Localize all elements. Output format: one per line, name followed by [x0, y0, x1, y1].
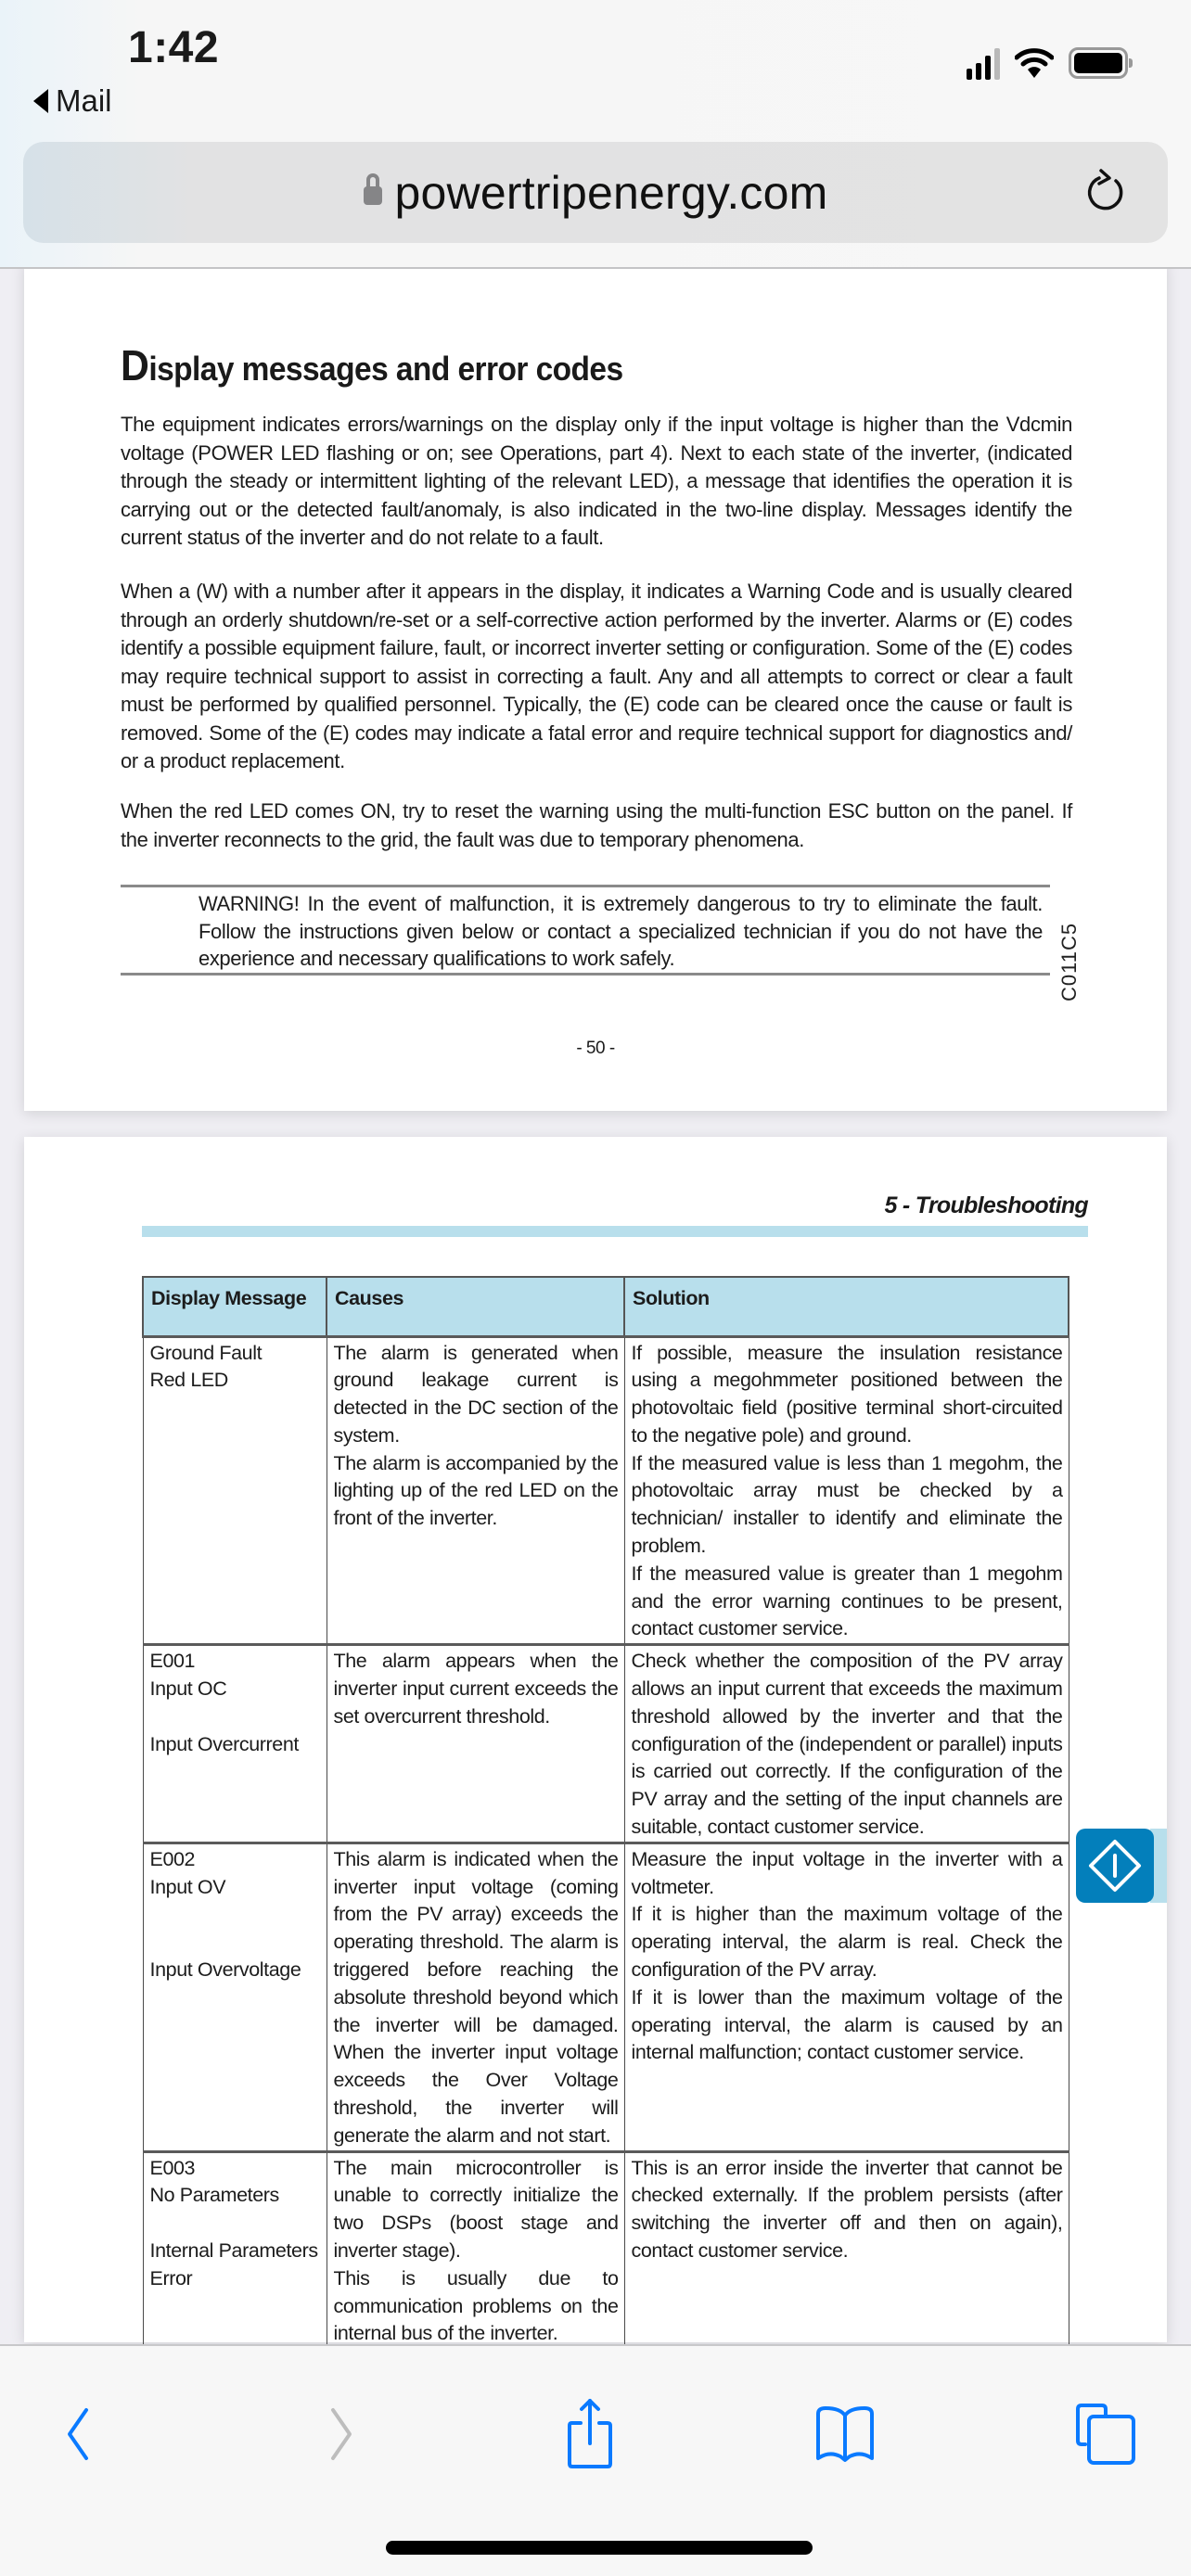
cell-causes-line: The alarm is accompanied by the lighting up of the red LED on the front of the inverter. [333, 1451, 619, 1530]
cell-display-message-line: No Parameters [149, 2184, 279, 2207]
cell-causes [327, 1336, 624, 1645]
cell-solution-line: This is an error inside the inverter that cannot be checked externally. If the problem persists (after switching the inverter off and then on again), contact customer service. [631, 2156, 1063, 2262]
cell-solution-line: If the measured value is less than 1 megohm, the photovoltaic array must be checked by a technician/ installer to identify and eliminate the problem. [631, 1451, 1063, 1558]
table-row [143, 1843, 1069, 2151]
cell-solution-line: If it is lower than the maximum voltage of the operating interval, the alarm is caused by an internal malfunction; contact customer service. [631, 1985, 1063, 2064]
table-row [143, 1645, 1069, 1843]
header-display-message: Display Message [143, 1277, 327, 1336]
share-button[interactable] [548, 2392, 632, 2476]
cell-display-message-line: Input Overvoltage [149, 1958, 301, 1982]
power-badge-button[interactable] [1076, 1829, 1154, 1903]
address-bar[interactable] [23, 142, 1168, 243]
warning-box [121, 885, 1050, 976]
pdf-page-50 [24, 260, 1167, 1111]
cell-display-message-line: Ground Fault [149, 1341, 263, 1364]
browser-header [0, 0, 1191, 269]
cell-display-message-line [150, 1703, 321, 1731]
cell-display-message [143, 1336, 327, 1645]
back-triangle-icon [33, 89, 48, 113]
paragraph-intro: The equipment indicates errors/warnings on the display only if the input voltage is higher than the Vdcmin voltage (POWER LED flashing or on; see Operations, part 4). Next to each state of the inverter, (indicated through the steady or intermittent lighting of the relevant LED), a message that identifies the operation it is carrying out or the detected fault/anomaly, is also indicated in the two-line display. Messages identify the current status of the inverter and do not relate to a fault. [121, 413, 1072, 549]
table-header-row [143, 1277, 1069, 1336]
cell-causes-line: The main microcontroller is unable to correctly initialize the two DSPs (boost stage and inverter stage). [333, 2156, 619, 2262]
cell-solution [624, 1645, 1069, 1843]
tabs-button[interactable] [1065, 2392, 1148, 2476]
cell-display-message-line [150, 1929, 321, 1957]
share-icon [562, 2397, 618, 2471]
warning-text: WARNING! In the event of malfunction, it is extremely dangerous to try to eliminate the fault. Follow the instructions given below or contact a specialized technician if you do not have the experience and necessary qualifications to work safely. [198, 892, 1043, 970]
cell-solution [624, 1336, 1069, 1645]
cell-display-message-line: Input OV [149, 1875, 226, 1898]
header-causes: Causes [327, 1277, 624, 1336]
cell-solution [624, 2151, 1069, 2350]
battery-icon [1069, 47, 1128, 79]
cell-display-message-line: E002 [149, 1847, 196, 1870]
cell-display-message [143, 1645, 327, 1843]
cell-display-message-line: Input OC [149, 1677, 227, 1701]
cell-display-message [143, 2151, 327, 2350]
document-code: C011C5 [1057, 922, 1081, 1001]
reload-icon[interactable] [1081, 168, 1131, 218]
home-indicator[interactable] [386, 2541, 813, 2555]
cell-solution-line: Check whether the composition of the PV array allows an input current that exceeds the maximum threshold allowed by the inverter and that the configuration of the (independent or parallel) inputs is carried out correctly. If the configuration of the PV array and the setting of the input channels are suitable, contact customer service. [631, 1650, 1063, 1839]
bookmarks-icon [813, 2404, 877, 2464]
cell-solution-line: If the measured value is greater than 1 megohm and the error warning continues to be present, contact customer service. [631, 1562, 1063, 1640]
back-icon [60, 2406, 97, 2462]
cell-display-message-line [150, 1901, 321, 1929]
cell-display-message-line: E003 [149, 2156, 196, 2179]
back-button[interactable] [37, 2392, 121, 2476]
url-text: powertripenergy.com [394, 166, 828, 219]
cell-solution-line: If possible, measure the insulation resistance using a megohmmeter positioned between the photovoltaic field (positive terminal short-circuited to the negative pole) and ground. [631, 1341, 1063, 1447]
cell-display-message-line: E001 [149, 1650, 196, 1673]
back-app-label: Mail [56, 83, 112, 118]
table-row [143, 2151, 1069, 2350]
paragraph-red-led: When the red LED comes ON, try to reset the warning using the multi-function ESC button on the panel. If the inverter reconnects to the grid, the fault was due to temporary phenomena. [121, 799, 1072, 851]
back-to-app-button[interactable] [33, 83, 112, 119]
cell-causes-line: The alarm appears when the inverter input current exceeds the set overcurrent threshold. [333, 1650, 619, 1728]
cell-display-message-line: Internal Parameters Error [149, 2239, 318, 2289]
cell-solution-line: If it is higher than the maximum voltage of the operating interval, the alarm is real. Check the configuration of the PV array. [631, 1903, 1063, 1982]
cell-display-message-line: Red LED [149, 1369, 228, 1392]
cell-solution [624, 1843, 1069, 2151]
cell-causes [327, 2151, 624, 2350]
cellular-signal-icon [967, 46, 1000, 80]
paragraph-warning-codes: When a (W) with a number after it appears in the display, it indicates a Warning Code and is usually cleared through an orderly shutdown/re-set or a self-corrective action performed by the inverter. Alarms or (E) codes identify a possible equipment failure, fault, or incorrect inverter setting or configuration. Some of the (E) codes may require technical support to assist in correcting a fault. Any and all attempts to correct or clear a fault must be performed by qualified personnel. Typically, the (E) code can be cleared once the cause or fault is removed. Some of the (E) codes may indicate a fatal error and require technical support for diagnostics and/ or a product replacement. [121, 580, 1072, 772]
status-icons [967, 46, 1128, 80]
cell-causes-line: This is usually due to communication problems on the internal bus of the inverter. [333, 2266, 619, 2345]
wifi-icon [1015, 46, 1054, 80]
page-number: - 50 - [576, 1039, 615, 1058]
browser-toolbar [0, 2344, 1191, 2576]
cell-display-message-line [150, 2210, 321, 2238]
section-title: 5 - Troubleshooting [884, 1192, 1088, 1218]
power-diamond-icon [1076, 1829, 1154, 1903]
bookmarks-button[interactable] [803, 2392, 887, 2476]
section-divider-bar [142, 1226, 1088, 1237]
cell-causes [327, 1645, 624, 1843]
forward-button[interactable] [299, 2392, 382, 2476]
cell-causes [327, 1843, 624, 2151]
cell-display-message [143, 1843, 327, 2151]
cell-solution-line: Measure the input voltage in the inverter with a voltmeter. [631, 1847, 1063, 1898]
table-body [143, 1336, 1069, 2380]
error-codes-table [142, 1276, 1069, 2381]
header-solution: Solution [624, 1277, 1069, 1336]
cell-display-message-line: Input Overcurrent [149, 1732, 299, 1755]
page-heading: Display messages and error codes [121, 341, 623, 389]
cell-causes-line: The alarm is generated when ground leakage current is detected in the DC section of the system. [333, 1341, 619, 1447]
forward-icon [322, 2406, 359, 2462]
cell-causes-line: This alarm is indicated when the inverter input voltage (coming from the PV array) exceeds the operating threshold. The alarm is triggered before reaching the absolute threshold beyond which the inverter will be damaged. When the inverter input voltage exceeds the Over Voltage threshold, the inverter will generate the alarm and not start. [333, 1847, 619, 2147]
tabs-icon [1074, 2402, 1139, 2467]
lock-icon [364, 184, 382, 210]
table-row [143, 1336, 1069, 1645]
pdf-page-51 [24, 1137, 1167, 2345]
status-time: 1:42 [128, 23, 220, 72]
